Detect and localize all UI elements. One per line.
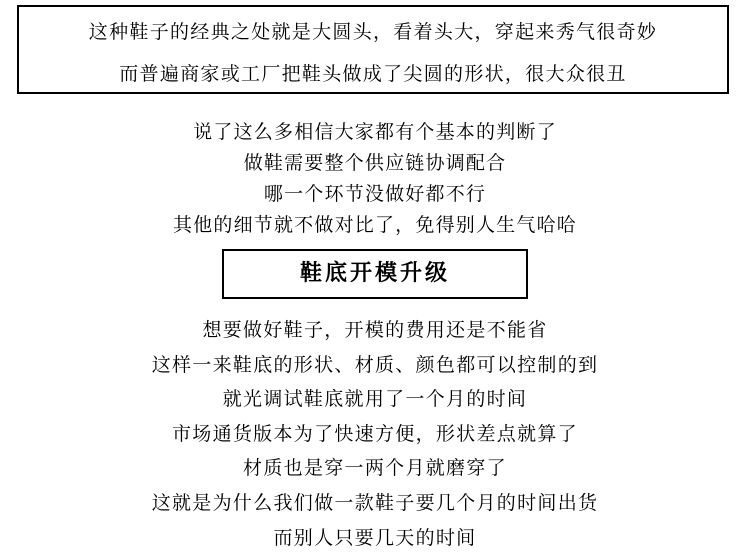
- paragraph-2-line-2: 这样一来鞋底的形状、材质、颜色都可以控制的到: [151, 353, 599, 376]
- paragraph-2-line-7: 而别人只要几天的时间: [273, 526, 477, 549]
- paragraph-2-line-5: 材质也是穿一两个月就磨穿了: [243, 457, 507, 480]
- paragraph-1-line-1: 说了这么多相信大家都有个基本的判断了: [193, 121, 557, 143]
- paragraph-1-line-3: 哪一个环节没做好都不行: [263, 183, 487, 205]
- paragraph-2-line-6: 这就是为什么我们做一款鞋子要几个月的时间出货: [151, 491, 599, 514]
- paragraph-2-line-4: 市场通货版本为了快速方便，形状差点就算了: [171, 422, 578, 445]
- intro-line-2: 而普遍商家或工厂把鞋头做成了尖圆的形状，很大众很丑: [119, 63, 627, 85]
- intro-line-1: 这种鞋子的经典之处就是大圆头，看着头大，穿起来秀气很奇妙: [88, 21, 658, 43]
- paragraph-2-line-1: 想要做好鞋子，开模的费用还是不能省: [202, 319, 548, 341]
- paragraph-2-line-3: 就光调试鞋底就用了一个月的时间: [222, 388, 528, 411]
- paragraph-1-line-2: 做鞋需要整个供应链协调配合: [243, 152, 507, 174]
- section-heading: 鞋底开模升级: [222, 249, 528, 299]
- intro-box: [17, 5, 729, 94]
- paragraph-1: [0, 117, 750, 241]
- paragraph-2: [0, 313, 750, 555]
- paragraph-1-line-4: 其他的细节就不做对比了，免得别人生气哈哈: [172, 214, 577, 236]
